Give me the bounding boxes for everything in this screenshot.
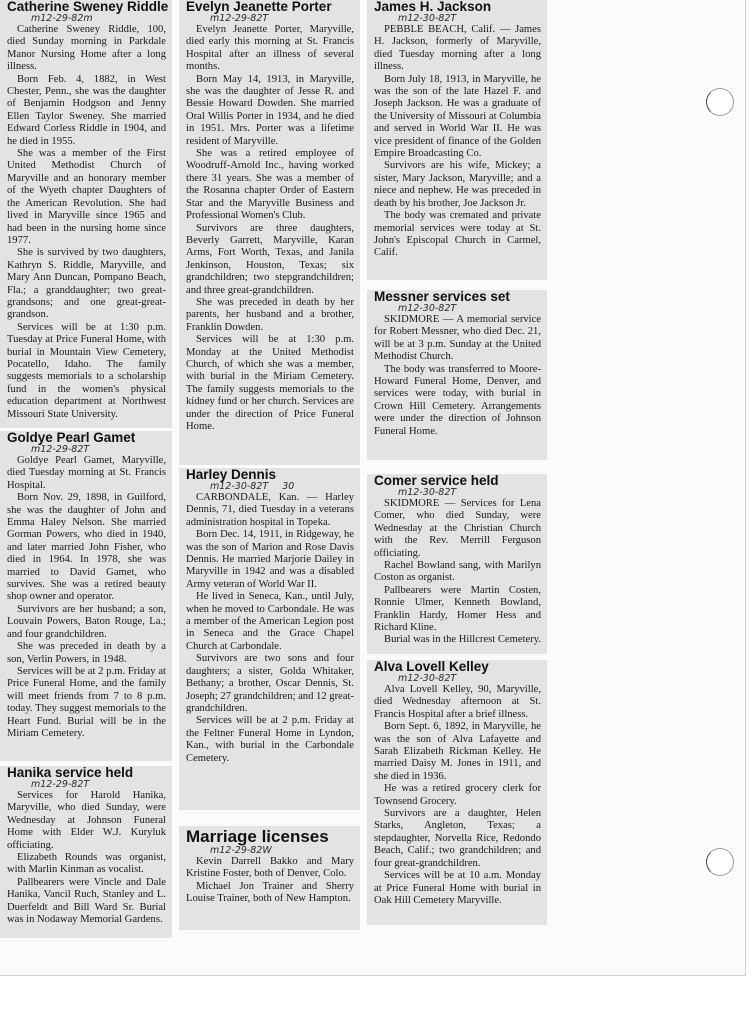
notice-paragraph: She was preceded in death by her parents, her husband and a brother, Franklin Dowden. [186, 296, 354, 333]
notice-paragraph: Rachel Bowland sang, with Marilyn Coston as organist. [374, 560, 541, 584]
notice-paragraph: Born Sept. 6, 1892, in Maryville, he was the son of Alva Lafayette and Sarah Elizabeth Rickman Kelley. He married Daisy M. Jones in 1911, and she died in 1936. [374, 721, 541, 782]
service-notice-clipping [367, 474, 547, 654]
notice-paragraph: Born May 14, 1913, in Maryville, she was the daughter of Jesse R. and Bessie Howard Dowden. She married Oral Willis Porter in 1934, and he died in 1951. Mrs. Porter was a lifetime resident of Maryville. [186, 73, 354, 147]
notice-headline [186, 468, 354, 482]
notice-paragraph: The body was transferred to Moore-Howard Funeral Home, Denver, and services were today, with burial in Crown Hill Cemetery. Arrangements were under the direction of Johnson Funeral Home. [374, 363, 541, 437]
notice-body [7, 24, 166, 421]
notice-headline: Hanika service held [7, 766, 134, 780]
notice-paragraph: Goldye Pearl Gamet, Maryville, died Tuesday morning at St. Francis Hospital. [7, 455, 166, 491]
notice-paragraph: Services will be at 1:30 p.m. Tuesday at Price Funeral Home, with burial in Mountain View Cemetery, Pocatello, Idaho. The family suggests memorials to a scholarship fund in the women's physical education department at Northwest Missouri State University. [7, 321, 166, 420]
notice-paragraph: She was preceded in death by a son, Verlin Powers, in 1948. [7, 641, 166, 665]
obituary-clipping [0, 431, 172, 761]
notice-paragraph: Born Nov. 29, 1898, in Guilford, she was the daughter of John and Emma Haley Nelson. She married Gorman Powers, who died in 1940, and later married John Fisher, who died in 1964. In 1978, she was married to David Gamet, who survives. She was a retired beauty shop owner and operator. [7, 492, 166, 603]
notice-headline-text: Harley Dennis [186, 468, 277, 482]
notice-body [374, 24, 541, 260]
notice-headline: Messner services set [374, 290, 510, 304]
handwritten-date: m12-29-82T [210, 13, 269, 24]
notice-paragraph: Services will be at 2 p.m. Friday at Price Funeral Home, and the family will meet friends from 7 to 8 p.m. today. They suggest memorials to the Heart Fund. Burial will be in the Miriam Cemetery. [7, 665, 166, 739]
notice-paragraph: PEBBLE BEACH, Calif. — James H. Jackson, formerly of Maryville, died Tuesday morning after a long illness. [374, 24, 541, 73]
notice-paragraph: Services for Harold Hanika, Maryville, who died Sunday, were Wednesday at Johnson Funeral Home with Elder W.J. Kuryluk officiating. [7, 790, 166, 851]
handwritten-note: 30 [282, 481, 295, 492]
notice-body [374, 498, 541, 647]
notice-paragraph: He was a retired grocery clerk for Townsend Grocery. [374, 783, 541, 807]
notice-paragraph: Pallbearers were Vincle and Dale Hanika, Vancil Ruch, Stanley and L. Duerfeldt and Bill Ward Sr. Burial was in Nodaway Memorial Gardens. [7, 876, 166, 926]
notice-paragraph: SKIDMORE — Services for Lena Comer, who died Sunday, were Wednesday at the Christian Church with the Rev. Merrill Ferguson officiating. [374, 498, 541, 559]
notice-body [374, 314, 541, 438]
obituary-clipping [367, 660, 547, 925]
notice-body [186, 492, 354, 765]
notice-body [186, 24, 354, 433]
obituary-clipping [179, 0, 360, 465]
notice-paragraph: Born July 18, 1913, in Maryville, he was the son of the late Hazel F. and Joseph Jackson. He was a graduate of the University of Missouri at Columbia and served in World War II. He was vice president of finance of the Golden Empire Broadcasting Co. [374, 73, 541, 160]
obituary-clipping [179, 468, 360, 810]
notice-headline: Goldye Pearl Gamet [7, 431, 136, 445]
notice-headline: Comer service held [374, 474, 499, 488]
notice-paragraph: Services will be at 10 a.m. Monday at Price Funeral Home with burial in Oak Hill Cemetery Maryville. [374, 870, 541, 906]
notice-paragraph: Born Dec. 14, 1911, in Ridgeway, he was the son of Marion and Rose Davis Dennis. He married Marjorie Dailey in Maryville in 1942 and was a disabled Army veteran of World War II. [186, 529, 354, 590]
notice-headline: James H. Jackson [374, 0, 492, 14]
notice-paragraph: Survivors are a daughter, Helen Starks, Angleton, Texas; a stepdaughter, Norvella Rice, Redondo Beach, Calif.; two grandchildren; and four great-grandchildren. [374, 808, 541, 869]
handwritten-date: m12-30-82T [398, 303, 457, 314]
notice-paragraph: Catherine Sweney Riddle, 100, died Sunday morning in Parkdale Manor Nursing Home after a long illness. [7, 24, 166, 73]
handwritten-date: m12-30-82T [398, 487, 457, 498]
binder-hole-top [706, 88, 734, 116]
notice-paragraph: Michael Jon Trainer and Sherry Louise Trainer, both of New Hampton. [186, 880, 354, 905]
service-notice-clipping [367, 290, 547, 460]
notice-paragraph: CARBONDALE, Kan. — Harley Dennis, 71, died Tuesday in a veterans administration hospital in Topeka. [186, 492, 354, 528]
notice-headline: Evelyn Jeanette Porter [186, 0, 332, 14]
handwritten-date-text: m12-30-82T [210, 481, 269, 492]
notice-paragraph: SKIDMORE — A memorial service for Robert Messner, who died Dec. 21, will be at 3 p.m. Sunday at the United Methodist Church. [374, 314, 541, 363]
handwritten-date: m12-29-82W [210, 845, 272, 856]
service-notice-clipping [0, 766, 172, 938]
notice-headline: Alva Lovell Kelley [374, 660, 489, 674]
handwritten-date: m12-29-82m [31, 13, 93, 24]
handwritten-date: m12-29-82T [31, 779, 90, 790]
notice-paragraph: He lived in Seneca, Kan., until July, when he moved to Carbondale. He was a member of the American Legion post in Seneca and the Grace Chapel Church at Carbondale. [186, 591, 354, 652]
notice-paragraph: Survivors are his wife, Mickey; a sister, Mary Jackson, Maryville; and a niece and nephew. He was preceded in death by his brother, Joe Jackson Jr. [374, 160, 541, 209]
notice-paragraph: She was a member of the First United Methodist Church of Maryville and an honorary member of the Wyeth chapter Daughters of the American Revolution. She had lived in Maryville since 1965 and had been in the nursing home since 1977. [7, 148, 166, 246]
obituary-clipping [367, 0, 547, 280]
notice-body [7, 790, 166, 926]
notice-body [374, 684, 541, 907]
notice-headline: Catherine Sweney Riddle [7, 0, 169, 14]
notice-paragraph: Survivors are her husband; a son, Louvain Powers, Baton Rouge, La.; and four grandchildren. [7, 603, 166, 640]
notice-paragraph: She was a retired employee of Woodruff-Arnold Inc., having worked there 31 years. She was a member of the Rosanna chapter Order of Eastern Star and the Maryville Business and Professional Women's Club. [186, 148, 354, 222]
handwritten-date: m12-30-82T [398, 673, 457, 684]
notice-paragraph: Survivors are three daughters, Beverly Garrett, Maryville, Karan Arms, Fort Worth, Texas, and Janila Jenkinson, Houston, Texas; six grandchildren; two stepgrandchildren; and three great-grandchildren. [186, 222, 354, 296]
notice-paragraph: Survivors are two sons and four daughters; a sister, Golda Whitaker, Bethany; a brother, Oscar Dennis, St. Joseph; 27 grandchildren; and 12 great-grandchildren. [186, 653, 354, 714]
notice-body [7, 455, 166, 740]
notice-paragraph: Services will be at 1:30 p.m. Monday at the United Methodist Church, of which she was a member, with burial in the Miriam Cemetery. The family suggests memorials to the kidney fund or her church. Services are under the direction of Price Funeral Home. [186, 334, 354, 432]
notice-paragraph: Evelyn Jeanette Porter, Maryville, died early this morning at St. Francis Hospital after an illness of several months. [186, 24, 354, 73]
handwritten-date: m12-29-82T [31, 444, 90, 455]
notice-body [186, 856, 354, 906]
notice-paragraph: Services will be at 2 p.m. Friday at the Feltner Funeral Home in Lyndon, Kan., with burial in the Carbondale Cemetery. [186, 715, 354, 764]
handwritten-date [210, 482, 354, 492]
notice-headline: Marriage licenses [186, 827, 329, 846]
marriage-licenses-clipping [179, 826, 360, 930]
notice-paragraph: The body was cremated and private memorial services were today at St. John's Episcopal Church in Carmel, Calif. [374, 210, 541, 259]
obituary-clipping [0, 0, 172, 428]
handwritten-date: m12-30-82T [398, 13, 457, 24]
notice-paragraph: Elizabeth Rounds was organist, with Marlin Kinman as vocalist. [7, 852, 166, 876]
notice-paragraph: Kevin Darrell Bakko and Mary Kristine Foster, both of Denver, Colo. [186, 856, 354, 880]
notice-paragraph: Born Feb. 4, 1882, in West Chester, Penn., she was the daughter of Benjamin Hodgson and Jenny Ellen Taylor Sweney. She married Edward Corless Riddle in 1904, and he died in 1955. [7, 73, 166, 147]
notice-paragraph: Burial was in the Hillcrest Cemetery. [384, 634, 541, 646]
notice-paragraph: Pallbearers were Martin Costen, Ronnie Ulmer, Kenneth Bowland, Franklin Hardy, Homer Hess and Richard Kline. [374, 584, 541, 634]
notice-paragraph: Alva Lovell Kelley, 90, Maryville, died Wednesday afternoon at St. Francis Hospital after a brief illness. [374, 684, 541, 720]
binder-hole-bottom [706, 848, 734, 876]
notice-paragraph: She is survived by two daughters, Kathryn S. Riddle, Maryville, and Mary Ann Duncan, Pompano Beach, Fla.; a granddaughter; two great-grandsons; and one great-great-grandson. [7, 247, 166, 321]
